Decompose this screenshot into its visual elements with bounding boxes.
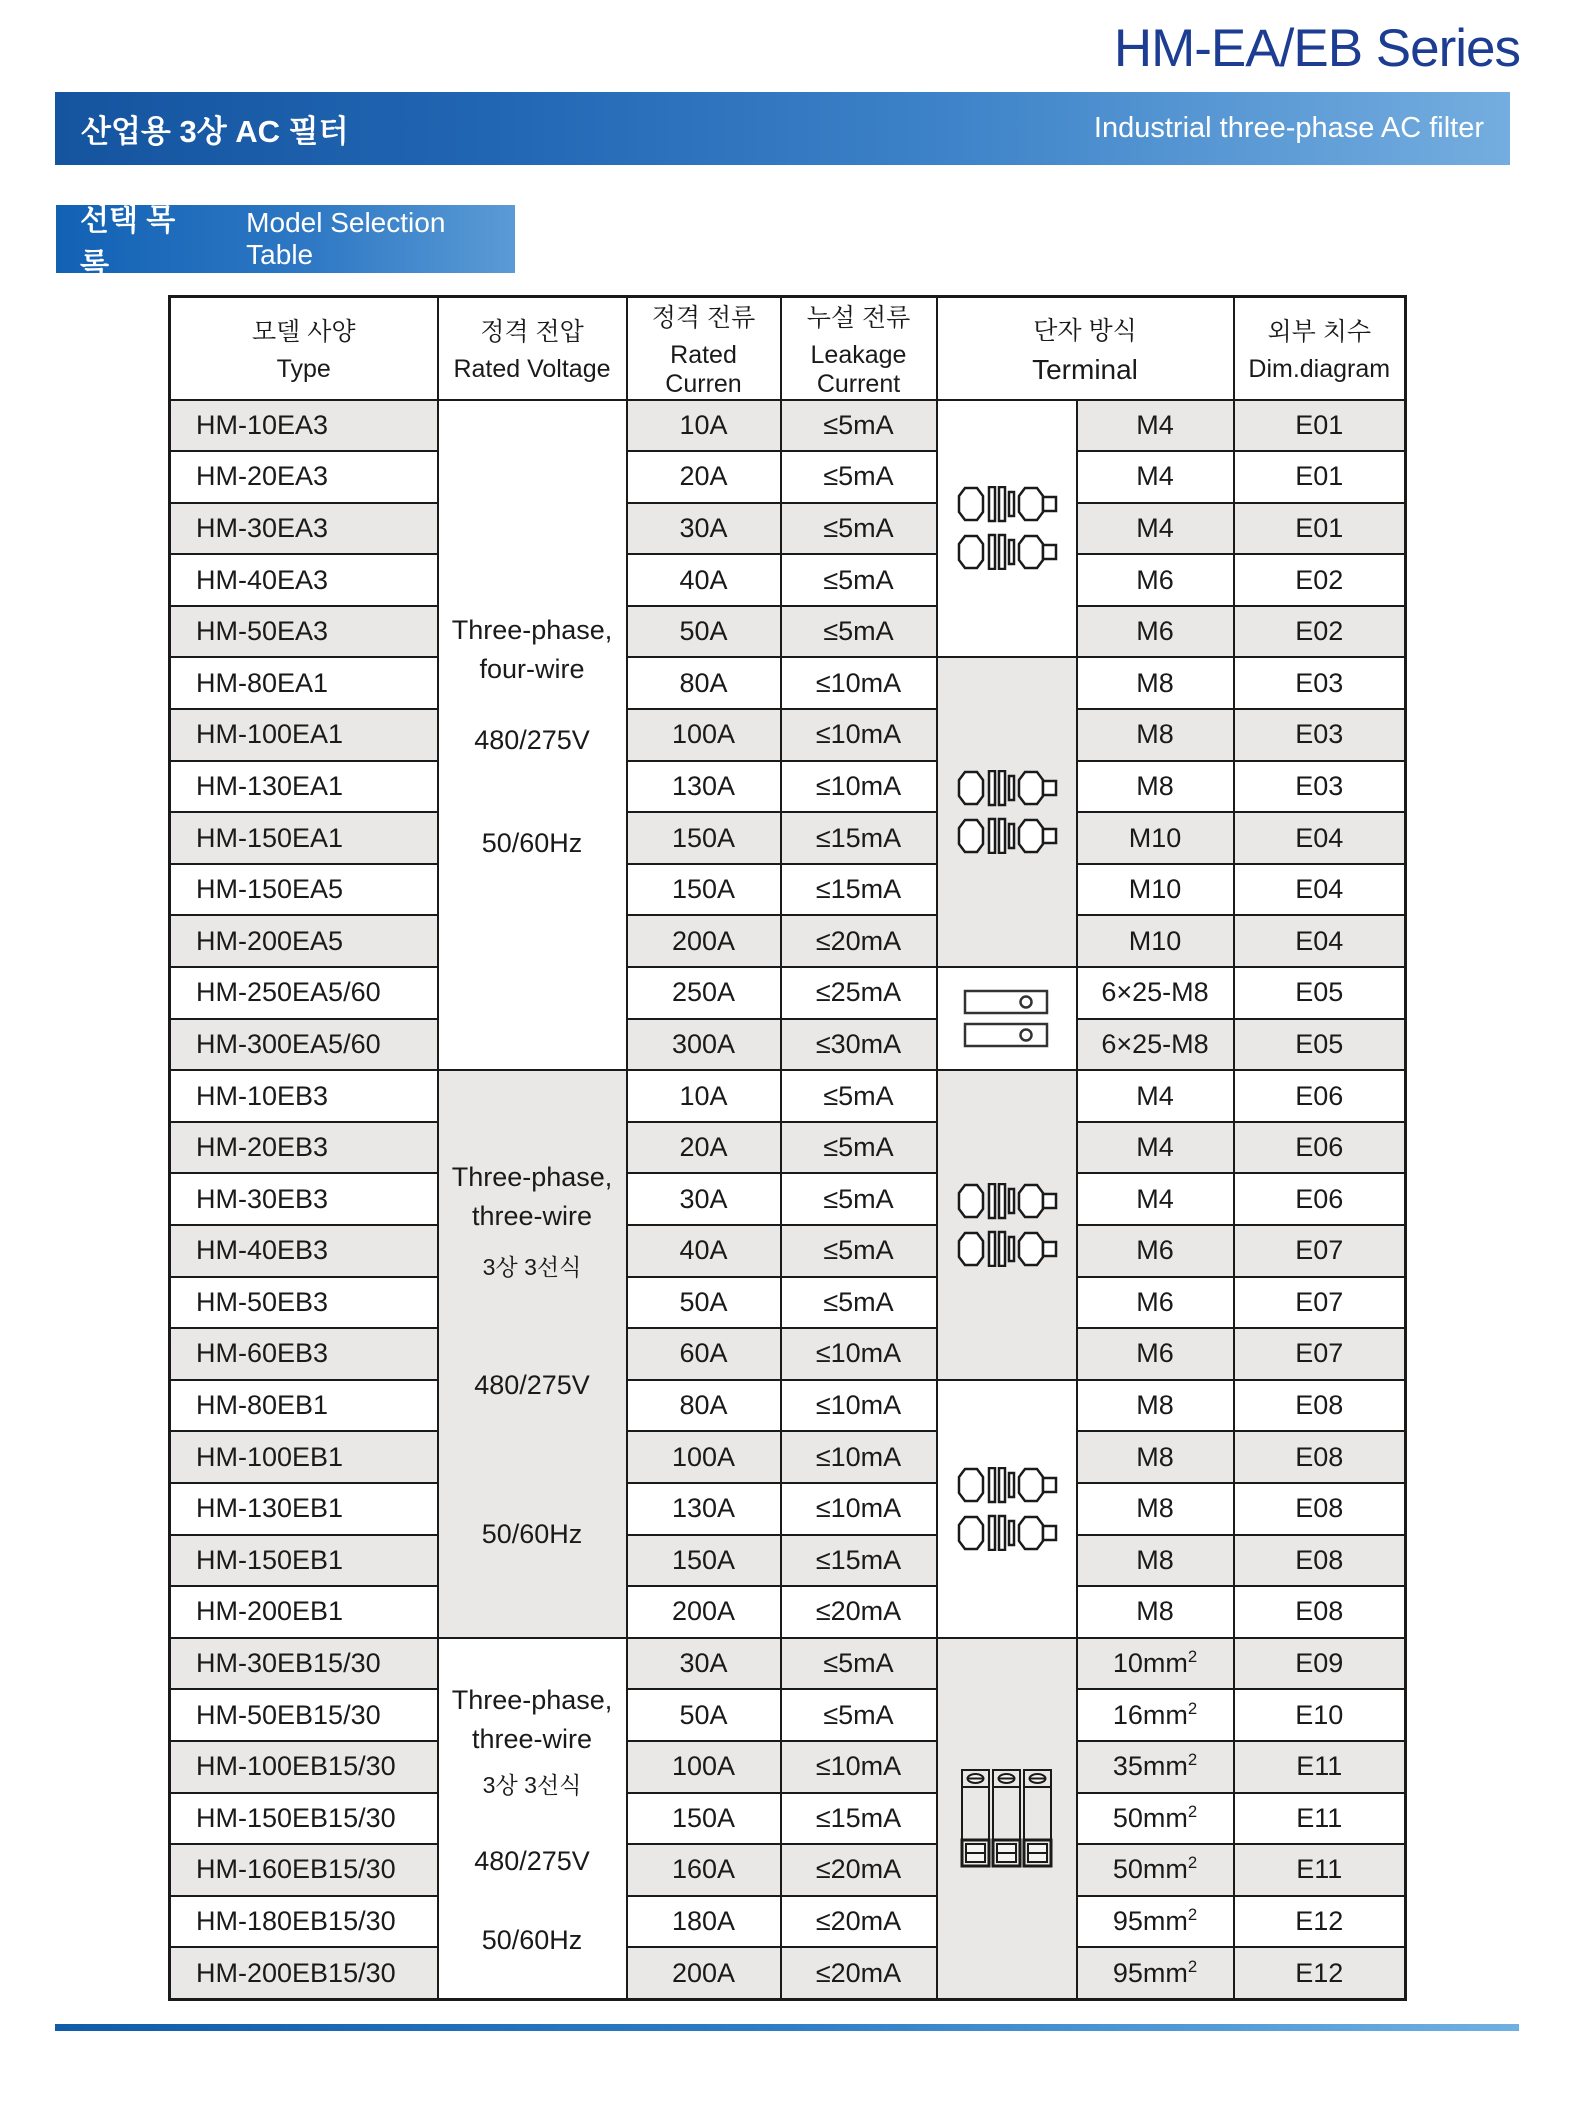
terminal-value-cell <box>1077 761 1234 813</box>
banner-title-en: Industrial three-phase AC filter <box>1093 112 1484 144</box>
dim-cell: E05 <box>1234 1019 1406 1071</box>
terminal-value: 6×25-M8 <box>1101 977 1209 1008</box>
table-body <box>170 400 1406 2000</box>
terminal-value: M4 <box>1136 1132 1174 1163</box>
terminal-value-sup: 2 <box>1187 1647 1198 1667</box>
terminal-value: 95mm <box>1112 1906 1188 1937</box>
terminal-value: 50mm <box>1112 1802 1188 1833</box>
terminal-value: 35mm <box>1112 1751 1188 1782</box>
model-cell: HM-130EB1 <box>170 1483 438 1535</box>
leakage-cell: ≤20mA <box>781 1844 937 1896</box>
terminal-value-cell <box>1077 1535 1234 1587</box>
leakage-cell: ≤10mA <box>781 1328 937 1380</box>
section-label-ko: 선택 목록 <box>80 204 176 281</box>
current-cell: 80A <box>627 1380 781 1432</box>
terminal-value-sup: 2 <box>1187 1801 1198 1821</box>
dim-cell: E12 <box>1234 1947 1406 1999</box>
leakage-cell: ≤20mA <box>781 915 937 967</box>
leakage-cell: ≤5mA <box>781 400 937 452</box>
terminal-value-cell <box>1077 1431 1234 1483</box>
model-cell: HM-20EA3 <box>170 451 438 503</box>
current-cell: 250A <box>627 967 781 1019</box>
table-row <box>170 451 1406 503</box>
current-cell: 40A <box>627 554 781 606</box>
model-cell: HM-50EB3 <box>170 1277 438 1329</box>
terminal-block-icon <box>960 1768 1054 1868</box>
table-row <box>170 1741 1406 1793</box>
leakage-cell: ≤10mA <box>781 1431 937 1483</box>
current-cell: 100A <box>627 1431 781 1483</box>
stud-bolt-icon <box>956 770 1058 854</box>
dim-cell: E05 <box>1234 967 1406 1019</box>
leakage-cell: ≤5mA <box>781 451 937 503</box>
model-cell: HM-50EA3 <box>170 606 438 658</box>
dim-cell: E07 <box>1234 1225 1406 1277</box>
model-cell: HM-200EB1 <box>170 1586 438 1638</box>
leakage-cell: ≤20mA <box>781 1896 937 1948</box>
table-row <box>170 1535 1406 1587</box>
table-row <box>170 503 1406 555</box>
terminal-value: M10 <box>1128 925 1182 956</box>
terminal-value: M6 <box>1136 616 1174 647</box>
table-row <box>170 1483 1406 1535</box>
terminal-value-sup: 2 <box>1187 1698 1198 1718</box>
table-row <box>170 1793 1406 1845</box>
current-cell: 130A <box>627 1483 781 1535</box>
page-banner <box>55 92 1510 165</box>
terminal-value: 16mm <box>1112 1699 1188 1730</box>
model-selection-table <box>168 295 1407 2001</box>
terminal-value: M8 <box>1136 1390 1174 1421</box>
leakage-cell: ≤5mA <box>781 1689 937 1741</box>
dim-cell: E08 <box>1234 1483 1406 1535</box>
leakage-cell: ≤5mA <box>781 1173 937 1225</box>
dim-cell: E08 <box>1234 1431 1406 1483</box>
terminal-value: M8 <box>1136 1493 1174 1524</box>
dim-cell: E01 <box>1234 400 1406 452</box>
current-cell: 180A <box>627 1896 781 1948</box>
current-cell: 300A <box>627 1019 781 1071</box>
current-cell: 30A <box>627 503 781 555</box>
table-row <box>170 761 1406 813</box>
current-cell: 30A <box>627 1173 781 1225</box>
terminal-value: M6 <box>1136 1286 1174 1317</box>
model-cell: HM-30EB3 <box>170 1173 438 1225</box>
dim-cell: E07 <box>1234 1277 1406 1329</box>
dim-cell: E07 <box>1234 1328 1406 1380</box>
voltage-ko-line: 3상 3선식 <box>482 1253 582 1280</box>
terminal-value-cell <box>1077 1586 1234 1638</box>
current-cell: 130A <box>627 761 781 813</box>
current-cell: 100A <box>627 1741 781 1793</box>
table-row <box>170 1896 1406 1948</box>
dim-cell: E01 <box>1234 503 1406 555</box>
model-cell: HM-100EA1 <box>170 709 438 761</box>
terminal-value-cell <box>1077 1741 1234 1793</box>
terminal-icon-cell <box>937 400 1077 658</box>
header-rated-current: 정격 전류 Rated Curren <box>627 297 781 400</box>
leakage-cell: ≤10mA <box>781 1380 937 1432</box>
dim-cell: E02 <box>1234 606 1406 658</box>
terminal-value-cell <box>1077 1122 1234 1174</box>
terminal-value-cell <box>1077 1173 1234 1225</box>
table-row <box>170 1947 1406 1999</box>
voltage-line: three-wire <box>471 1201 593 1232</box>
table-row <box>170 1844 1406 1896</box>
dim-cell: E01 <box>1234 451 1406 503</box>
terminal-value-cell <box>1077 1019 1234 1071</box>
terminal-value: M10 <box>1128 874 1182 905</box>
header-type: 모델 사양 Type <box>170 297 438 400</box>
leakage-cell: ≤20mA <box>781 1947 937 1999</box>
table-row <box>170 1689 1406 1741</box>
leakage-cell: ≤5mA <box>781 1277 937 1329</box>
model-cell: HM-10EB3 <box>170 1070 438 1122</box>
voltage-cell <box>438 400 627 1071</box>
model-cell: HM-300EA5/60 <box>170 1019 438 1071</box>
leakage-cell: ≤15mA <box>781 1535 937 1587</box>
dim-cell: E08 <box>1234 1535 1406 1587</box>
terminal-value-cell <box>1077 554 1234 606</box>
current-cell: 80A <box>627 657 781 709</box>
table-row <box>170 915 1406 967</box>
stud-bolt-icon <box>956 1467 1058 1551</box>
terminal-value-cell <box>1077 1380 1234 1432</box>
dim-cell: E12 <box>1234 1896 1406 1948</box>
model-cell: HM-10EA3 <box>170 400 438 452</box>
table-row <box>170 1225 1406 1277</box>
current-cell: 200A <box>627 1586 781 1638</box>
current-cell: 10A <box>627 400 781 452</box>
table-row <box>170 657 1406 709</box>
model-cell: HM-130EA1 <box>170 761 438 813</box>
terminal-value-cell <box>1077 709 1234 761</box>
table-row <box>170 1328 1406 1380</box>
terminal-value-sup: 2 <box>1187 1956 1198 1976</box>
terminal-value-cell <box>1077 400 1234 452</box>
current-cell: 60A <box>627 1328 781 1380</box>
voltage-value: 480/275V <box>474 725 590 755</box>
model-cell: HM-80EA1 <box>170 657 438 709</box>
table-row <box>170 400 1406 452</box>
header-leakage-current: 누설 전류 Leakage Current <box>781 297 937 400</box>
voltage-line: Three-phase, <box>451 1684 613 1715</box>
model-cell: HM-20EB3 <box>170 1122 438 1174</box>
table-row <box>170 1638 1406 1690</box>
voltage-ko-line: 3상 3선식 <box>482 1771 582 1798</box>
terminal-value: 10mm <box>1112 1648 1188 1679</box>
leakage-cell: ≤10mA <box>781 1483 937 1535</box>
terminal-value: 6×25-M8 <box>1101 1028 1209 1059</box>
voltage-line: four-wire <box>479 653 585 684</box>
terminal-value-cell <box>1077 1483 1234 1535</box>
terminal-icon-cell <box>937 1070 1077 1380</box>
busbar-icon <box>963 989 1051 1049</box>
leakage-cell: ≤15mA <box>781 812 937 864</box>
leakage-cell: ≤15mA <box>781 1793 937 1845</box>
header-rated-voltage: 정격 전압 Rated Voltage <box>438 297 627 400</box>
frequency-value: 50/60Hz <box>481 1518 583 1549</box>
terminal-value-cell <box>1077 1225 1234 1277</box>
current-cell: 20A <box>627 451 781 503</box>
terminal-value-cell <box>1077 1793 1234 1845</box>
current-cell: 150A <box>627 1793 781 1845</box>
dim-cell: E03 <box>1234 657 1406 709</box>
table-row <box>170 554 1406 606</box>
section-label-en: Model Selection Table <box>246 207 446 270</box>
terminal-value-cell <box>1077 1844 1234 1896</box>
leakage-cell: ≤10mA <box>781 657 937 709</box>
voltage-line: Three-phase, <box>451 1162 613 1193</box>
terminal-value: M4 <box>1136 512 1174 543</box>
model-cell: HM-60EB3 <box>170 1328 438 1380</box>
leakage-cell: ≤20mA <box>781 1586 937 1638</box>
voltage-value: 480/275V <box>474 1845 590 1876</box>
table-row <box>170 1586 1406 1638</box>
current-cell: 200A <box>627 1947 781 1999</box>
model-cell: HM-200EA5 <box>170 915 438 967</box>
dim-cell: E04 <box>1234 915 1406 967</box>
dim-cell: E10 <box>1234 1689 1406 1741</box>
header-terminal: 단자 방식 Terminal <box>937 297 1234 400</box>
terminal-value-cell <box>1077 606 1234 658</box>
terminal-value-cell <box>1077 1896 1234 1948</box>
dim-cell: E06 <box>1234 1173 1406 1225</box>
model-cell: HM-40EA3 <box>170 554 438 606</box>
model-cell: HM-180EB15/30 <box>170 1896 438 1948</box>
dim-cell: E08 <box>1234 1586 1406 1638</box>
table-row <box>170 812 1406 864</box>
terminal-value: M6 <box>1136 564 1174 595</box>
terminal-value-cell <box>1077 1638 1234 1690</box>
table-row <box>170 1070 1406 1122</box>
dim-cell: E06 <box>1234 1070 1406 1122</box>
terminal-value-cell <box>1077 812 1234 864</box>
terminal-value-sup: 2 <box>1187 1750 1198 1770</box>
table-row <box>170 709 1406 761</box>
voltage-value: 480/275V <box>474 1369 590 1400</box>
current-cell: 30A <box>627 1638 781 1690</box>
model-cell: HM-150EB1 <box>170 1535 438 1587</box>
terminal-value: M8 <box>1136 1441 1174 1472</box>
model-cell: HM-160EB15/30 <box>170 1844 438 1896</box>
leakage-cell: ≤5mA <box>781 1122 937 1174</box>
dim-cell: E03 <box>1234 709 1406 761</box>
dim-cell: E09 <box>1234 1638 1406 1690</box>
leakage-cell: ≤5mA <box>781 503 937 555</box>
table-row <box>170 1431 1406 1483</box>
terminal-value-cell <box>1077 1277 1234 1329</box>
leakage-cell: ≤5mA <box>781 606 937 658</box>
leakage-cell: ≤5mA <box>781 1225 937 1277</box>
current-cell: 20A <box>627 1122 781 1174</box>
table-header-row <box>170 297 1406 400</box>
terminal-value-cell <box>1077 1328 1234 1380</box>
terminal-value: M4 <box>1136 1080 1174 1111</box>
terminal-value: M4 <box>1136 461 1174 492</box>
terminal-value: M10 <box>1128 822 1182 853</box>
model-cell: HM-30EA3 <box>170 503 438 555</box>
table-row <box>170 967 1406 1019</box>
terminal-value: M6 <box>1136 1235 1174 1266</box>
terminal-value-cell <box>1077 967 1234 1019</box>
model-cell: HM-30EB15/30 <box>170 1638 438 1690</box>
terminal-value-cell <box>1077 451 1234 503</box>
leakage-cell: ≤5mA <box>781 1070 937 1122</box>
terminal-value: M8 <box>1136 1544 1174 1575</box>
current-cell: 150A <box>627 812 781 864</box>
current-cell: 50A <box>627 1689 781 1741</box>
current-cell: 150A <box>627 1535 781 1587</box>
terminal-icon-cell <box>937 657 1077 967</box>
leakage-cell: ≤10mA <box>781 1741 937 1793</box>
model-cell: HM-100EB1 <box>170 1431 438 1483</box>
model-cell: HM-150EB15/30 <box>170 1793 438 1845</box>
table-row <box>170 1380 1406 1432</box>
stud-bolt-icon <box>956 486 1058 570</box>
dim-cell: E03 <box>1234 761 1406 813</box>
terminal-value-cell <box>1077 1947 1234 1999</box>
terminal-value: M6 <box>1136 1338 1174 1369</box>
dim-cell: E11 <box>1234 1844 1406 1896</box>
dim-cell: E11 <box>1234 1741 1406 1793</box>
terminal-value-cell <box>1077 915 1234 967</box>
terminal-value-cell <box>1077 503 1234 555</box>
dim-cell: E08 <box>1234 1380 1406 1432</box>
terminal-value: M8 <box>1136 667 1174 698</box>
model-cell: HM-250EA5/60 <box>170 967 438 1019</box>
terminal-value-cell <box>1077 1070 1234 1122</box>
dim-cell: E06 <box>1234 1122 1406 1174</box>
current-cell: 200A <box>627 915 781 967</box>
model-cell: HM-150EA1 <box>170 812 438 864</box>
frequency-value: 50/60Hz <box>481 828 583 858</box>
banner-title-ko: 산업용 3상 AC 필터 <box>81 114 349 149</box>
model-cell: HM-50EB15/30 <box>170 1689 438 1741</box>
leakage-cell: ≤5mA <box>781 554 937 606</box>
dim-cell: E02 <box>1234 554 1406 606</box>
dim-cell: E04 <box>1234 864 1406 916</box>
header-dim-diagram: 외부 치수 Dim.diagram <box>1234 297 1406 400</box>
model-cell: HM-80EB1 <box>170 1380 438 1432</box>
frequency-value: 50/60Hz <box>481 1924 583 1955</box>
series-title: HM-EA/EB Series <box>1113 19 1520 78</box>
voltage-cell <box>438 1638 627 2000</box>
leakage-cell: ≤15mA <box>781 864 937 916</box>
table-row <box>170 606 1406 658</box>
terminal-value: 95mm <box>1112 1957 1188 1988</box>
leakage-cell: ≤25mA <box>781 967 937 1019</box>
model-cell: HM-40EB3 <box>170 1225 438 1277</box>
current-cell: 50A <box>627 606 781 658</box>
terminal-value: 50mm <box>1112 1854 1188 1885</box>
leakage-cell: ≤30mA <box>781 1019 937 1071</box>
current-cell: 50A <box>627 1277 781 1329</box>
terminal-value: M8 <box>1136 719 1174 750</box>
terminal-value: M4 <box>1136 1183 1174 1214</box>
voltage-cell <box>438 1070 627 1638</box>
leakage-cell: ≤5mA <box>781 1638 937 1690</box>
current-cell: 150A <box>627 864 781 916</box>
terminal-value-sup: 2 <box>1187 1905 1198 1925</box>
voltage-line: three-wire <box>471 1723 593 1754</box>
table-row <box>170 1019 1406 1071</box>
current-cell: 40A <box>627 1225 781 1277</box>
terminal-value: M4 <box>1136 409 1174 440</box>
leakage-cell: ≤10mA <box>781 761 937 813</box>
table-row <box>170 1277 1406 1329</box>
model-cell: HM-150EA5 <box>170 864 438 916</box>
leakage-cell: ≤10mA <box>781 709 937 761</box>
terminal-icon-cell <box>937 1638 1077 2000</box>
stud-bolt-icon <box>956 1183 1058 1267</box>
table-row <box>170 1122 1406 1174</box>
dim-cell: E11 <box>1234 1793 1406 1845</box>
bottom-rule <box>55 2024 1519 2031</box>
terminal-value-cell <box>1077 657 1234 709</box>
current-cell: 100A <box>627 709 781 761</box>
terminal-value: M8 <box>1136 1596 1174 1627</box>
terminal-value-cell <box>1077 864 1234 916</box>
terminal-value-sup: 2 <box>1187 1853 1198 1873</box>
table-row <box>170 1173 1406 1225</box>
dim-cell: E04 <box>1234 812 1406 864</box>
current-cell: 10A <box>627 1070 781 1122</box>
current-cell: 160A <box>627 1844 781 1896</box>
voltage-line: Three-phase, <box>451 614 613 645</box>
terminal-value: M8 <box>1136 770 1174 801</box>
table-row <box>170 864 1406 916</box>
model-cell: HM-100EB15/30 <box>170 1741 438 1793</box>
terminal-value-cell <box>1077 1689 1234 1741</box>
terminal-icon-cell <box>937 1380 1077 1638</box>
model-cell: HM-200EB15/30 <box>170 1947 438 1999</box>
terminal-icon-cell <box>937 967 1077 1070</box>
section-bar <box>56 204 515 281</box>
